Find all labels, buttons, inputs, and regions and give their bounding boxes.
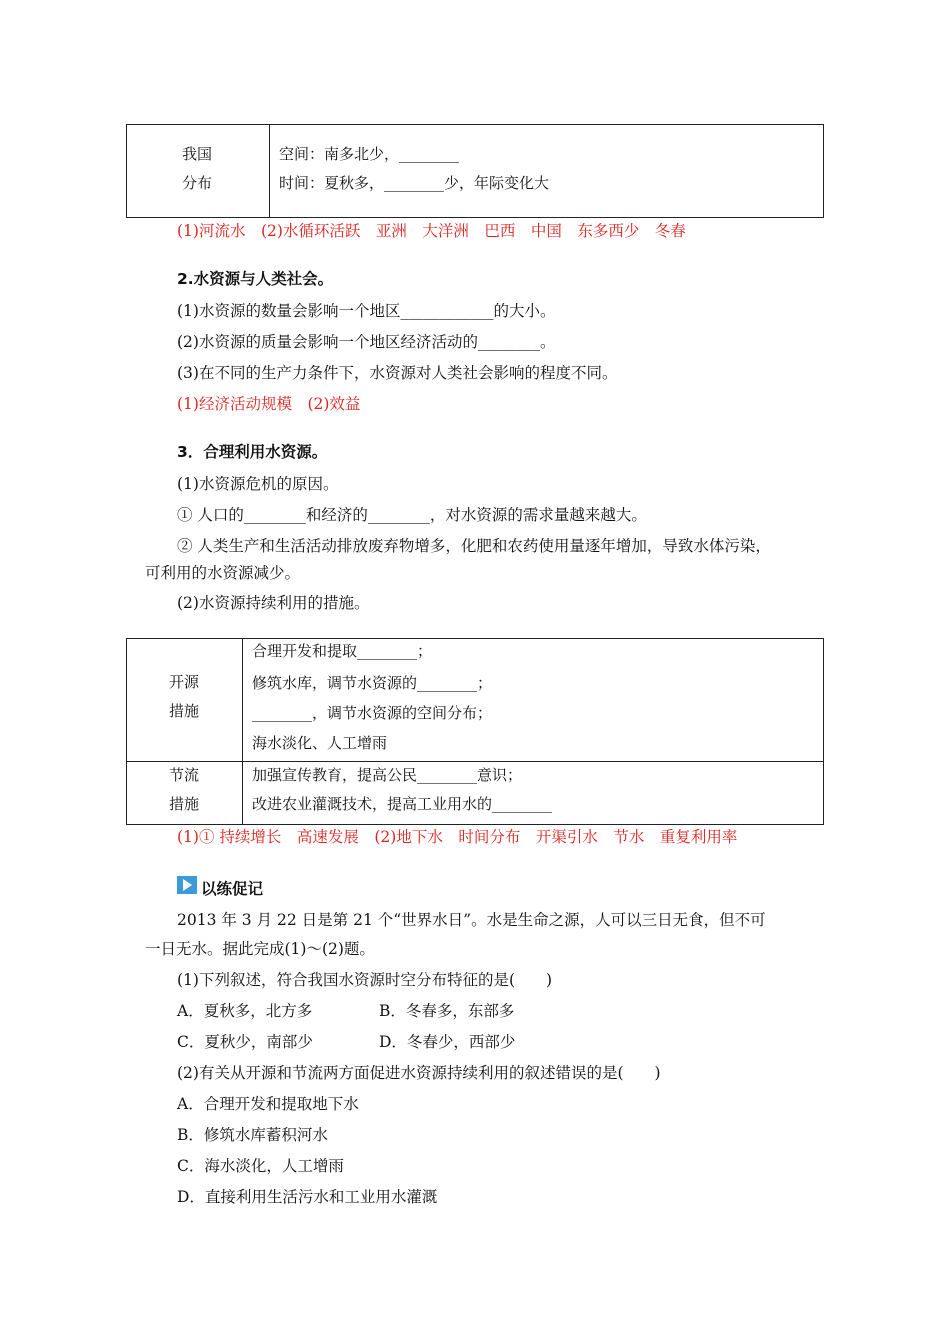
distribution-space: 空间：南多北少，________: [279, 145, 460, 163]
distribution-label-cell: [127, 125, 270, 218]
question-2-option-b: B．修筑水库蓄积河水: [177, 1126, 328, 1144]
open-label-2: 措施: [169, 702, 200, 720]
question-2-option-c: C．海水淡化，人工增雨: [177, 1157, 344, 1175]
section-3-item-2: (2)水资源持续利用的措施。: [177, 594, 370, 612]
save-content-cell: [243, 762, 824, 825]
practice-intro-line1: 2013 年 3 月 22 日是第 21 个“世界水日”。水是生命之源，人可以三日无食，但不可: [177, 911, 766, 929]
save-label-1: 节流: [169, 766, 200, 784]
question-1: (1)下列叙述，符合我国水资源时空分布特征的是( ): [177, 971, 553, 989]
section-3-item-1b-line2: 可利用的水资源减少。: [145, 564, 301, 582]
section-3-item-1b-line1: ② 人类生产和生活活动排放废弃物增多，化肥和农药使用量逐年增加，导致水体污染，: [177, 537, 771, 555]
save-item: 改进农业灌溉技术，提高工业用水的________: [252, 795, 553, 813]
question-1-option-b: B．冬春多，东部多: [379, 1002, 515, 1020]
practice-heading: 以练促记: [201, 880, 264, 898]
question-2-option-a: A．合理开发和提取地下水: [177, 1095, 359, 1113]
play-icon: [177, 876, 197, 894]
question-2-option-d: D．直接利用生活污水和工业用水灌溉: [177, 1188, 438, 1206]
open-item: 海水淡化、人工增雨: [252, 734, 388, 752]
save-label-cell: [127, 762, 243, 825]
answer-1: (1)河流水 (2)水循环活跃 亚洲 大洋洲 巴西 中国 东多西少 冬春: [177, 222, 686, 240]
distribution-label-2: 分布: [182, 174, 213, 192]
section-2-answer: (1)经济活动规模 (2)效益: [177, 395, 361, 413]
distribution-content-cell: [270, 125, 824, 218]
open-content-cell: [243, 639, 824, 762]
open-label-cell: [127, 639, 243, 762]
section-2-item-2: (2)水资源的质量会影响一个地区经济活动的________。: [177, 333, 556, 351]
open-label-1: 开源: [169, 673, 200, 691]
section-2-item-1: (1)水资源的数量会影响一个地区____________的大小。: [177, 302, 556, 320]
question-1-option-a: A．夏秋多，北方多: [177, 1002, 313, 1020]
question-1-option-d: D．冬春少，西部少: [379, 1033, 516, 1051]
open-item: 合理开发和提取________；: [252, 642, 433, 660]
question-1-option-c: C．夏秋少，南部少: [177, 1033, 313, 1051]
open-item: ________，调节水资源的空间分布；: [252, 704, 493, 722]
measures-table: [126, 638, 824, 825]
answer-3: (1)① 持续增长 高速发展 (2)地下水 时间分布 开渠引水 节水 重复利用率: [177, 828, 738, 846]
distribution-table: [126, 124, 824, 218]
section-3-heading: 3．合理利用水资源。: [177, 443, 328, 461]
open-item: 修筑水库，调节水资源的________；: [252, 674, 493, 692]
practice-intro-line2: 一日无水。据此完成(1)～(2)题。: [145, 940, 375, 958]
save-label-2: 措施: [169, 795, 200, 813]
section-3-item-1a: ① 人口的________和经济的________，对水资源的需求量越来越大。: [177, 506, 647, 524]
section-2-heading: 2.水资源与人类社会。: [177, 270, 334, 288]
question-2: (2)有关从开源和节流两方面促进水资源持续利用的叙述错误的是( ): [177, 1064, 661, 1082]
section-3-item-1: (1)水资源危机的原因。: [177, 475, 339, 493]
section-2-item-3: (3)在不同的生产力条件下，水资源对人类社会影响的程度不同。: [177, 364, 618, 382]
distribution-time: 时间：夏秋多，________少，年际变化大: [279, 174, 550, 192]
distribution-label-1: 我国: [182, 145, 213, 163]
save-item: 加强宣传教育，提高公民________意识；: [252, 766, 523, 784]
